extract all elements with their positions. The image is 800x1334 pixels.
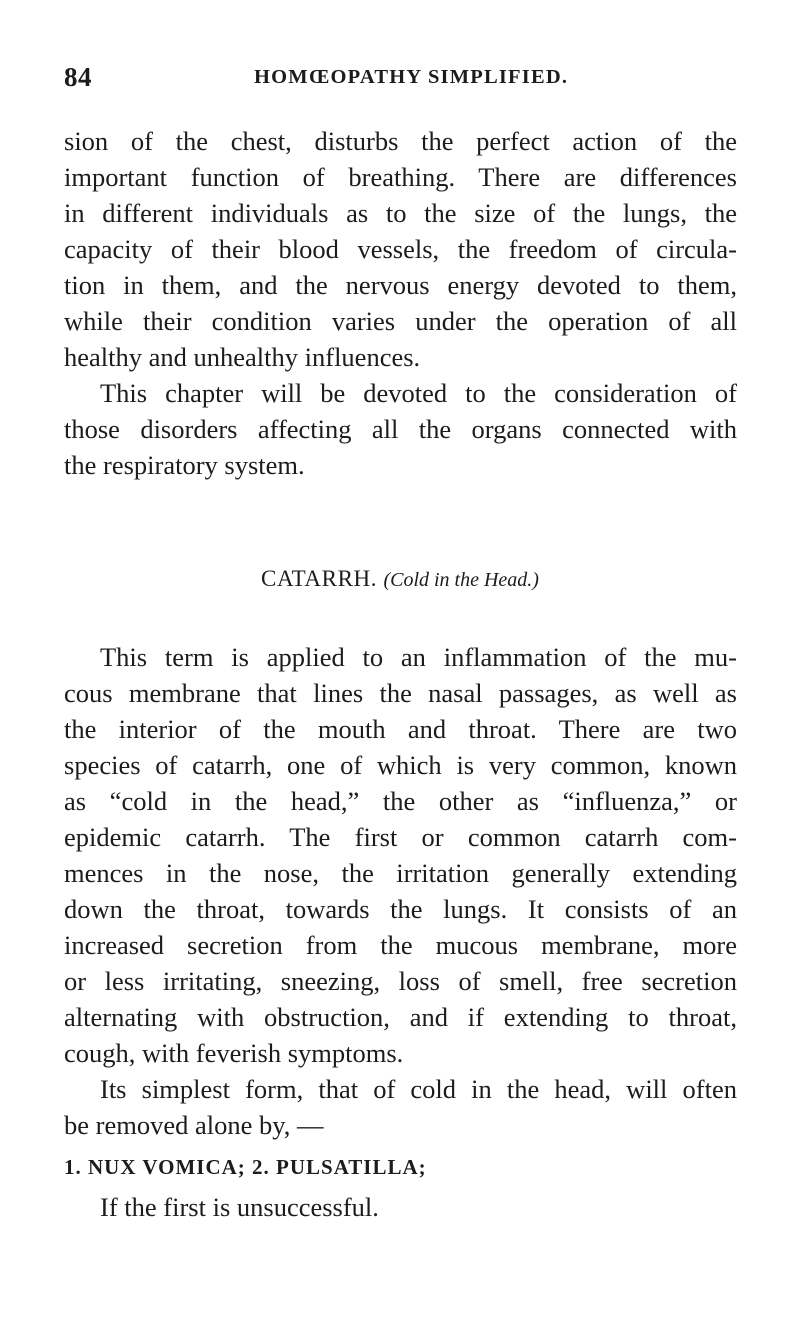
remedy-list: 1. NUX VOMICA; 2. PULSATILLA;	[64, 1155, 427, 1179]
text-line: sion of the chest, disturbs the perfect action of the	[64, 126, 737, 156]
text-line: the respiratory system.	[64, 450, 305, 480]
text-line: cough, with feverish symptoms.	[64, 1038, 404, 1068]
text-line: mences in the nose, the irritation generally extending	[64, 858, 737, 888]
text-line: important function of breathing. There are differences	[64, 162, 737, 192]
text-line: epidemic catarrh. The first or common catarrh com-	[64, 822, 737, 852]
text-line: capacity of their blood vessels, the freedom of circula-	[64, 234, 737, 264]
text-line: healthy and unhealthy influences.	[64, 342, 421, 372]
text-line: be removed alone by, —	[64, 1110, 324, 1140]
text-line: those disorders affecting all the organs connected with	[64, 414, 737, 444]
text-line: in different individuals as to the size of the lungs, the	[64, 198, 737, 228]
section-heading	[0, 564, 800, 595]
text-line: Its simplest form, that of cold in the head, will often	[100, 1074, 737, 1104]
text-line: while their condition varies under the operation of all	[64, 306, 737, 336]
text-line: This chapter will be devoted to the consideration of	[100, 378, 737, 408]
text-line: alternating with obstruction, and if extending to throat,	[64, 1002, 737, 1032]
running-head	[64, 62, 736, 96]
text-line: or less irritating, sneezing, loss of smell, free secretion	[64, 966, 737, 996]
running-title: HOMŒOPATHY SIMPLIFIED.	[254, 66, 569, 88]
text-line: tion in them, and the nervous energy devoted to them,	[64, 270, 737, 300]
text-line: the interior of the mouth and throat. There are two	[64, 714, 737, 744]
text-line: as “cold in the head,” the other as “influenza,” or	[64, 786, 737, 816]
text-line: cous membrane that lines the nasal passages, as well as	[64, 678, 737, 708]
section-title: CATARRH.	[261, 566, 378, 591]
section-subtitle: (Cold in the Head.)	[383, 569, 539, 591]
text-line: If the first is unsuccessful.	[100, 1192, 379, 1222]
page-number: 84	[64, 62, 92, 92]
text-line: This term is applied to an inflammation of the mu-	[100, 642, 737, 672]
text-line: increased secretion from the mucous membrane, more	[64, 930, 737, 960]
text-line: species of catarrh, one of which is very common, known	[64, 750, 737, 780]
text-line: down the throat, towards the lungs. It consists of an	[64, 894, 737, 924]
